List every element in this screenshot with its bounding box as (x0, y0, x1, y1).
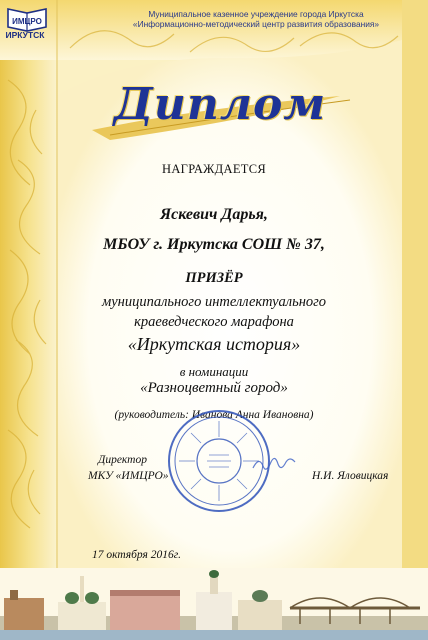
diploma-title (100, 70, 340, 140)
nomination-title: «Разноцветный город» (140, 380, 288, 396)
director-title: Директор (98, 454, 147, 466)
issuer-line-1: Муниципальное казенное учреждение города Иркутска (148, 9, 364, 19)
awarded-label: НАГРАЖДАЕТСЯ (162, 162, 266, 176)
award-rank: ПРИЗЁР (185, 270, 243, 286)
event-line-1: муниципального интеллектуального (101, 294, 327, 310)
recipient-name: Яскевич Дарья, (160, 206, 268, 223)
director-organization: МКУ «ИМЦРО» (88, 470, 169, 482)
organization-logo (4, 5, 50, 51)
event-line-2: краеведческого марафона (134, 314, 294, 330)
issue-date: 17 октября 2016г. (92, 549, 181, 561)
supervisor-line: (руководитель: Иванова Анна Ивановна) (114, 409, 314, 421)
svg-text:ИМЦРО: ИМЦРО (12, 17, 42, 26)
issuer-line-2: «Информационно-методический центр развития образования» (132, 19, 380, 29)
recipient-school: МБОУ г. Иркутска СОШ № 37, (103, 236, 325, 253)
handwritten-signature (250, 452, 298, 476)
issuer-header (88, 9, 424, 29)
city-skyline-illustration (0, 568, 428, 640)
logo-city-label: ИРКУТСК (5, 30, 45, 40)
diploma-title-text: Диплом (113, 79, 327, 130)
event-title: «Иркутская история» (127, 334, 301, 354)
nomination-label: в номинации (179, 364, 249, 379)
director-name: Н.И. Яловицкая (312, 470, 389, 482)
